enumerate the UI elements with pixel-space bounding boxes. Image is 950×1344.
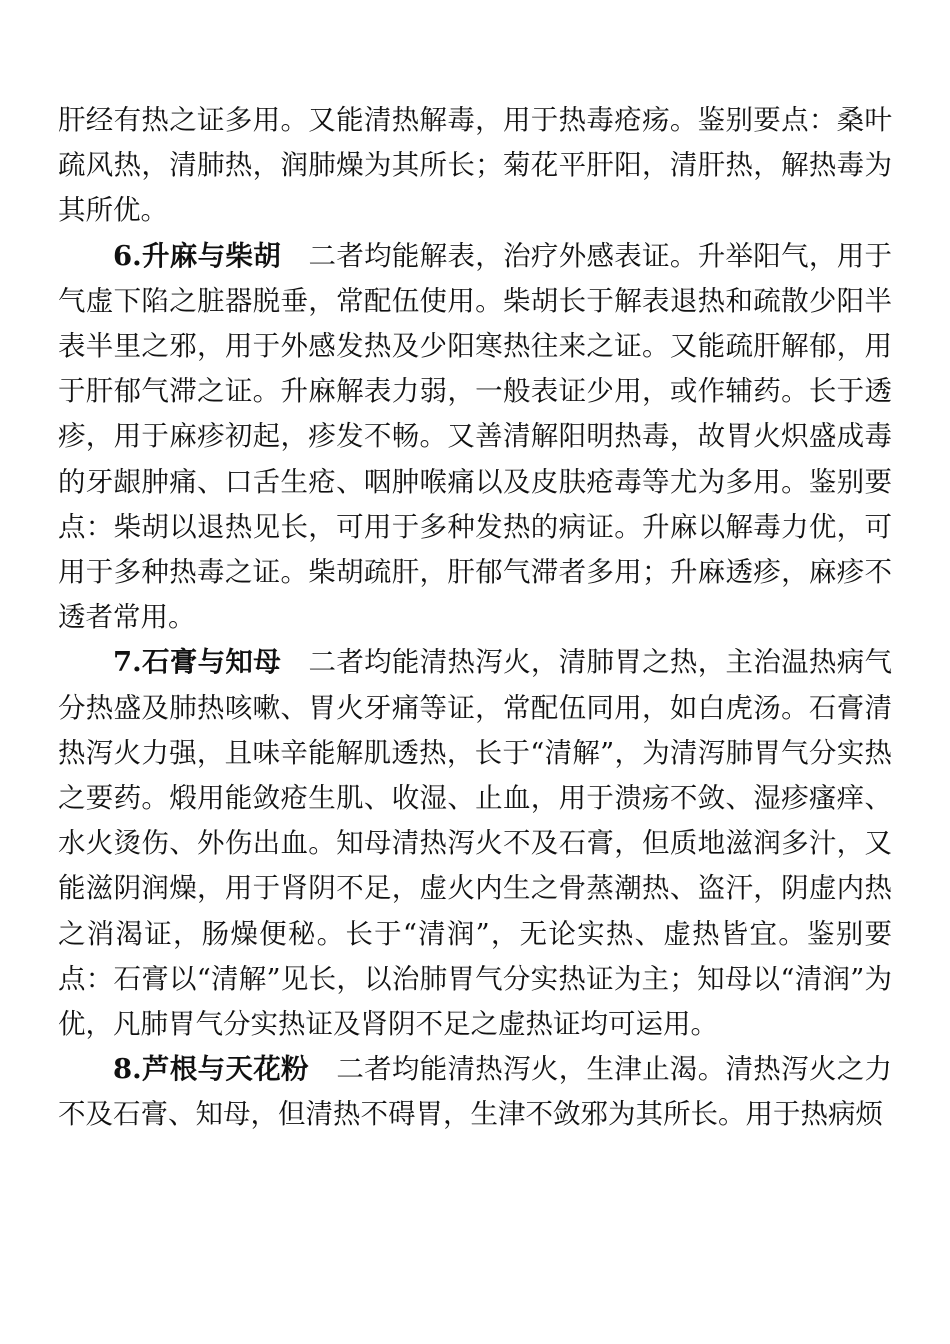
paragraph-continuation — [58, 98, 892, 234]
document-page — [58, 98, 892, 1138]
section-heading: 8.芦根与天花粉 — [113, 1053, 309, 1086]
paragraph-shigao-zhimu — [58, 640, 892, 1047]
paragraph-text: 二者均能清热泻火，清肺胃之热，主治温热病气分热盛及肺热咳嗽、胃火牙痛等证，常配伍同用，如白虎汤。石膏清热泻火力强，且味辛能解肌透热，长于“清解”，为清泻肺胃气分实热之要药。煅用能敛疮生肌、收湿、止血，用于溃疡不敛、湿疹瘙痒、水火烫伤、外伤出血。知母清热泻火不及石膏，但质地滋润多汁，又能滋阴润燥，用于肾阴不足，虚火内生之骨蒸潮热、盗汗，阴虚内热之消渴证，肠燥便秘。长于“清润”，无论实热、虚热皆宜。鉴别要点：石膏以“清解”见长，以治肺胃气分实热证为主；知母以“清润”为优，凡肺胃气分实热证及肾阴不足之虚热证均可运用。 — [58, 646, 892, 1041]
paragraph-text: 肝经有热之证多用。又能清热解毒，用于热毒疮疡。鉴别要点：桑叶疏风热，清肺热，润肺燥为其所长；菊花平肝阳，清肝热，解热毒为其所优。 — [58, 104, 892, 227]
paragraph-shengma-chaihu — [58, 234, 892, 641]
paragraph-text: 二者均能解表，治疗外感表证。升举阳气，用于气虚下陷之脏器脱垂，常配伍使用。柴胡长于解表退热和疏散少阳半表半里之邪，用于外感发热及少阳寒热往来之证。又能疏肝解郁，用于肝郁气滞之证。升麻解表力弱，一般表证少用，或作辅药。长于透疹，用于麻疹初起，疹发不畅。又善清解阳明热毒，故胃火炽盛成毒的牙龈肿痛、口舌生疮、咽肿喉痛以及皮肤疮毒等尤为多用。鉴别要点：柴胡以退热见长，可用于多种发热的病证。升麻以解毒力优，可用于多种热毒之证。柴胡疏肝，肝郁气滞者多用；升麻透疹，麻疹不透者常用。 — [58, 239, 892, 634]
section-heading: 6.升麻与柴胡 — [113, 239, 282, 272]
paragraph-lugen-tianhuafen — [58, 1047, 892, 1137]
section-heading: 7.石膏与知母 — [113, 646, 282, 679]
paragraph-text: 二者均能清热泻火，生津止渴。清热泻火之力不及石膏、知母，但清热不碍胃，生津不敛邪为其所长。用于热病烦 — [58, 1053, 892, 1131]
